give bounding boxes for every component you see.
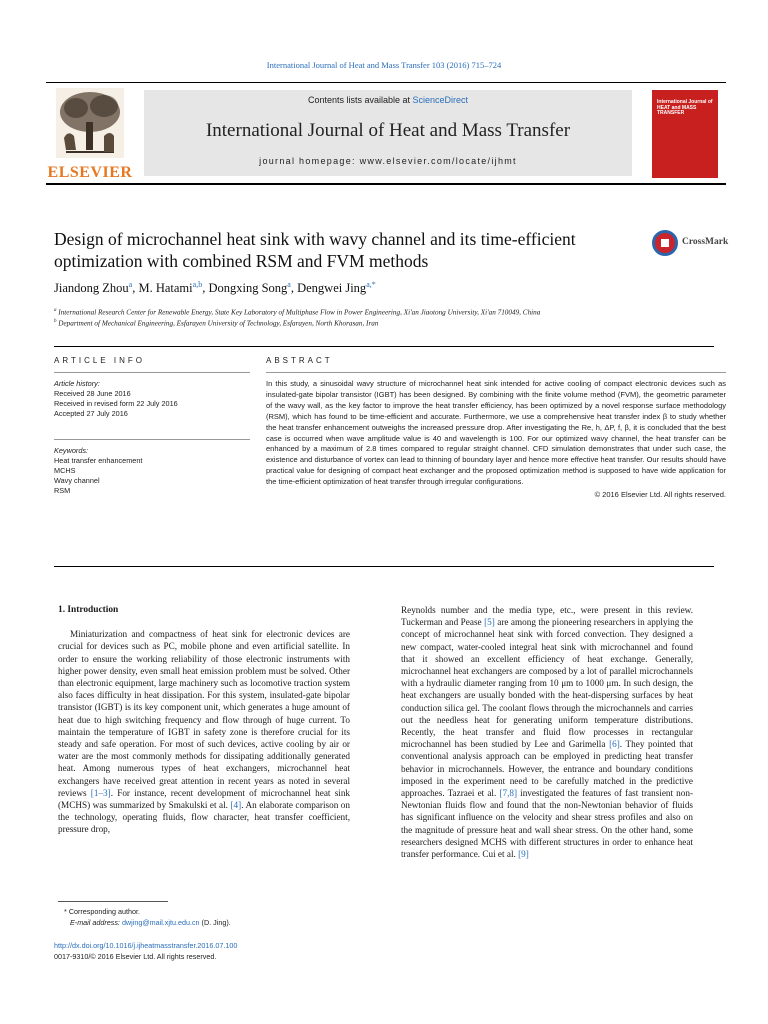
footnote-rule [58,901,168,902]
paragraph-text: are among the pioneering researchers in applying the concept of microchannel heat sink with forced convection. They designed a new compact, water-cooled integral heat sink with microchannel and found that it showed an excellent efficiency of heat exchange. Generally, microchannel heat exchangers are composed by a lot of parallel microchannels with a hydraulic diameter ranging from 10 μm to 1000 μm. In such design, the heat exchangers are usually bonded with the heat-dispersing surfaces by heat conduction silica gel. The coolant flows through the microchannels and carries out the needless heat for generating uniform temperature distributions. Recently, the heat transfer and fluid flow processes in rectangular microchannel has been studied by Lee and Garimella [401,617,693,750]
elsevier-tree-icon [56,88,124,158]
citation-link[interactable]: [7,8] [499,788,518,799]
cover-title: International Journal of HEAT and MASS TRANSFER [657,99,713,116]
masthead-top-rule [46,82,726,83]
keywords-label: Keywords: [54,446,89,455]
paragraph-text: . They pointed that conventional analysis approach can be employed in predicting heat transfer behavior in microchannels. However, the entrance and boundary conditions imposed in the experiment need to be carefully matched in the predictive approaches. Tazraei et al. [401,739,693,799]
body-column-right [401,604,693,860]
history-item: Received 28 June 2016 [54,389,131,398]
article-info-top-rule [54,346,714,347]
author-affiliation-mark[interactable]: a,* [366,280,376,289]
sciencedirect-link[interactable]: ScienceDirect [412,95,469,105]
citation-link[interactable]: [1–3] [90,787,111,798]
affiliation-text: Department of Mechanical Engineering, Esfarayen University of Technology, Esfarayen, North Khorasan, Iran [58,319,379,328]
author-name: Jiandong Zhou [54,281,129,296]
footnote-corresponding-text: Corresponding author. [68,907,140,916]
abstract-text: In this study, a sinusoidal wavy structure of microchannel heat sink intended for active cooling of compact electronic devices such as insulated-gate bipolar transistor (IGBT) has been designed. By combining with the finite volume method (FVM), the geometric parameter of the wavy wall, as the key factor to improve the heat transfer efficiency, has been optimized by a novel response surface methodology (RSM), which has found to be time-efficient and accurate. Furthermore, we use a comprehensive heat transfer index β to study whether the heat transfer enhancement outweighs the increased pressure drop. After investigating the Re, h, ΔP, f, β, it is concluded that the best case is occurred when wave amplitude value is 40 and wavelength is 100. For our optimized wavy channel, the heat transfer can be enhanced by a maximum of 2.8 times compared to regular straight channel. CFD simulation demonstrates that under such case, the existence and disturbance of vortex can lead to thinning of boundary layer and hence more effective heat transfer. Our results should have practical value for designing of compact heat exchanger and the proposed optimization method is supposed to have wide application for the time-efficient optimization of heat transfer through irregular configurations. [266,379,726,487]
journal-cover-thumbnail [652,90,718,178]
contents-prefix: Contents lists available at [307,95,413,105]
paragraph-text: investigated the features of fast transient non-Newtonian fluids flow and found that the non-Newtonian behavior of fluids has significant influence on the velocity and shear stress profiles and also on the magnitude of pressure heat and wall shear stress. On the other hand, some researchers designed MCHS with different structures in order to enhance heat transfer performance. Cui et al. [401,788,694,860]
keyword-item: MCHS [54,466,76,475]
author-list [54,280,734,296]
footnote-corresponding [58,906,350,917]
history-item: Received in revised form 22 July 2016 [54,399,178,408]
homepage-prefix: journal homepage: [259,156,360,166]
intro-paragraph-continued [401,604,693,860]
author-separator: , [202,281,209,296]
author-affiliation-mark[interactable]: a [128,280,133,289]
journal-masthead [46,82,726,184]
abstract-end-rule [54,566,714,567]
abstract-heading: ABSTRACT [266,356,333,365]
citation-link[interactable]: [6] [609,739,620,750]
intro-paragraph [58,628,350,835]
affiliation-item [54,306,734,317]
email-label: E-mail address: [70,918,122,927]
article-info-heading: ARTICLE INFO [54,356,145,365]
corresponding-author-footnote [58,901,350,928]
paragraph-text: . For instance, recent development of microchannel heat sink (MCHS) was summarized by Smakulski et al. [58,787,351,811]
citation-link[interactable]: [4] [230,800,242,811]
journal-homepage [144,156,632,166]
author-name: M. Hatami [138,281,193,296]
email-link[interactable]: dwjing@mail.xjtu.edu.cn [121,918,200,927]
keyword-item: RSM [54,486,71,495]
doi-link[interactable]: http://dx.doi.org/10.1016/j.ijheatmasstransfer.2016.07.100 [54,941,238,950]
keywords-rule [54,439,250,440]
author-separator: , [290,281,298,296]
crossmark-label: CrossMark [682,237,729,247]
article-info-column [54,372,250,496]
masthead-bottom-rule [46,183,726,185]
doi-block [54,941,237,962]
masthead-title-box [144,90,632,176]
affiliation-mark: b [54,319,57,325]
affiliation-item [54,317,734,328]
author-name: Dengwei Jing [297,281,367,296]
author-affiliation-mark[interactable]: a [287,280,291,289]
affiliations [54,306,734,329]
article-info-rule [54,372,250,373]
article-history [54,379,250,419]
crossmark-badge[interactable] [652,230,732,258]
article-title: Design of microchannel heat sink with wavy channel and its time-efficient optimization with combined RSM and FVM methods [54,229,576,271]
paragraph-text: . An elaborate comparison on the technology, operating fluids, flow character, heat transfer coefficient, pressure drop, [58,800,350,835]
homepage-link[interactable]: www.elsevier.com/locate/ijhmt [359,156,517,166]
journal-citation-link[interactable]: International Journal of Heat and Mass Transfer 103 (2016) 715–724 [266,60,502,70]
history-label: Article history: [54,379,100,388]
body-column-left [58,604,350,836]
email-suffix: (D. Jing). [199,918,231,927]
author-affiliation-mark[interactable]: a,b [192,280,203,289]
keywords [54,446,250,496]
author-separator: , [132,281,139,296]
issn-line: 0017-9310/© 2016 Elsevier Ltd. All rights reserved. [54,951,217,961]
abstract-block [266,372,726,499]
citation-link[interactable]: [9] [518,849,529,860]
elsevier-logo [46,84,134,184]
footnote-email [58,917,350,928]
affiliation-mark: a [54,308,57,313]
section-title: 1. Introduction [58,605,119,615]
paragraph-text: Reynolds number and the media type, etc., were present in this review. Tuckerman and Pease [401,605,693,628]
journal-title: International Journal of Heat and Mass Transfer [205,120,571,141]
history-item: Accepted 27 July 2016 [54,409,128,418]
crossmark-icon [652,230,678,256]
contents-line [144,95,632,105]
citation-link[interactable]: [5] [484,617,495,628]
keyword-item: Heat transfer enhancement [54,456,143,465]
keyword-item: Wavy channel [54,476,100,485]
affiliation-text: International Research Center for Renewable Energy, State Key Laboratory of Multiphase Flow in Power Engineering, Xi'an Jiaotong University, Xi'an 710049, China [58,308,541,317]
abstract-copyright: © 2016 Elsevier Ltd. All rights reserved. [594,490,726,500]
elsevier-wordmark: ELSEVIER [47,164,133,181]
author-name: Dongxing Song [208,281,288,296]
paragraph-text: Miniaturization and compactness of heat sink for electronic devices are crucial for devices such as PC, mobile phone and even artificial satellite. In order to ensure the working reliability of those electronic instruments with higher power density, even small heat emission problem must be solved. Other than electronic equipment, large machinery such as locomotive traction system also faces difficulty in heat dissipation. For this system, insulated-gate bipolar transistor (IGBT) is its key component unit, which generates a huge amount of heat due to high switching frequency and flow through of huge current. To maintain the temperature of IGBT in safety zone is therefore crucial for its steady and safe operation. For most of such devices, active cooling by air or water are the most commonly methods for dissipating additionally generated heat. Among numerous types of heat exchangers, microchannel heat exchangers have received great attention in recent years as noted in several reviews [58,629,350,798]
footnote-mark: * [64,907,67,916]
